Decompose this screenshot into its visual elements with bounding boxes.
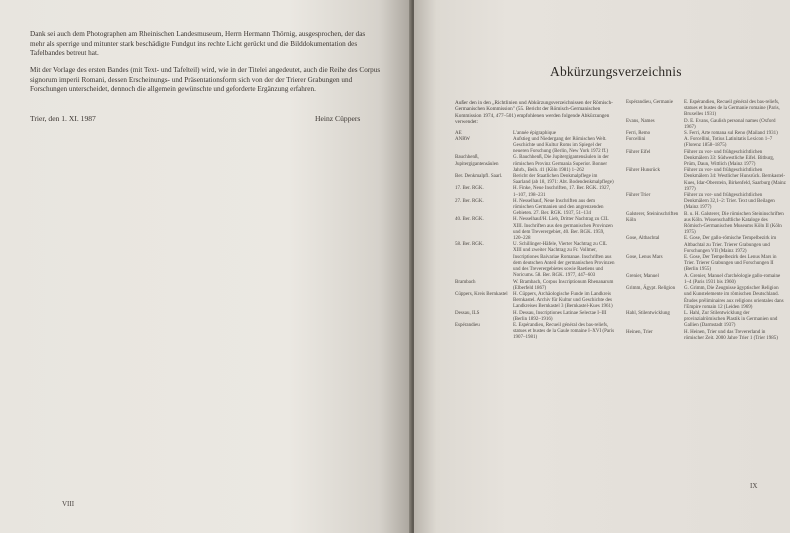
intro-text: Außer den in den „Richtlinien und Abkürzungsverzeichnissen der Römisch-Germanischen Kommission" (55. Bericht der Römisch-Germanischen Kommission 1974, 477–501) empfohlenen werden folgende Abkürzungen verwendet: xyxy=(455,100,613,126)
list-item: Grimm, Ägypt. Religion G. Grimm, Die Zeugnisse ägyptischer Religion und Kunstelemente im römischen Deutschland. Études préliminaires aux religions orientales dans l'Empire romain 12 (Leiden 1969) xyxy=(626,286,784,310)
list-item: Espérandieu E. Espérandieu, Recueil général des bas-reliefs, statues et bustes de la Gaule romaine I–XVI (Paris 1907–1981) xyxy=(455,322,615,341)
page-number-right: IX xyxy=(750,482,758,490)
list-item: 27. Ber. RGK. H. Nesselhauf, Neue Inschriften aus dem römischen Germanien und den angrenzenden Gebieten. 27. Ber. RGK. 1937, 51–134 xyxy=(455,198,604,217)
page-title: Abkürzungsverzeichnis xyxy=(550,64,682,79)
signature: Heinz Cüppers xyxy=(315,114,361,123)
list-item: Gose, Lenus Mars E. Gose, Der Tempelbezirk des Lenus Mars in Trier. Trierer Grabungen und Forschungen II (Berlin 1955) xyxy=(626,255,777,273)
list-item: Brambach W. Brambach, Corpus Inscriptionum Rhenanarum (Elberfeld 1867) xyxy=(455,279,614,291)
place-date: Trier, den 1. XI. 1987 xyxy=(30,114,96,123)
abbreviation-column-1 xyxy=(455,100,615,342)
list-item: Gose, Altbachtal E. Gose, Der gallo-römische Tempelbezirk im Altbachtal zu Trier. Trierer Grabungen und Forschungen VII (Mainz 1972) xyxy=(626,236,777,254)
list-item: Bauchhenß, Jupitergigantensäulen G. Bauchhenß, Die Jupitergigantensäulen in der römischen Provinz Germania Superior. Bonner Jahrb., Beih. 41 (Köln 1981) 1–262 xyxy=(455,155,609,173)
list-item: Heinen, Trier H. Heinen, Trier und das Trevererland in römischer Zeit. 2000 Jahre Trier 1 (Trier 1985) xyxy=(626,329,778,341)
right-page xyxy=(414,0,790,533)
list-item: Cüppers, Kreis Bernkastel H. Cüppers, Archäologische Funde im Landkreis Bernkastel. Archiv für Kultur und Geschichte des Landkreises Bernkastel 3 (Bernkastel-Kues 1961) xyxy=(455,291,613,310)
list-item: Grenier, Manuel A. Grenier, Manuel d'archéologie gallo-romaine 1–4 (Paris 1931 bis 1960) xyxy=(626,273,781,285)
list-item: Hahl, Stilentwicklung L. Hahl, Zur Stilentwicklung der provinzialrömischen Plastik in Germanien und Gallien (Darmstadt 1937) xyxy=(626,310,778,329)
list-item: Ferri, Remo S. Ferri, Arte romana sul Reno (Mailand 1931) xyxy=(626,131,778,137)
list-item: AE L'année épigraphique xyxy=(455,130,556,136)
list-item: Evans, Names D. E. Evans, Gaulish personal names (Oxford 1967) xyxy=(626,118,776,130)
list-item: 17. Ber. RGK. H. Finke, Neue Inschriften, 17. Ber. RGK. 1927, 1–107, 198–231 xyxy=(455,186,611,198)
list-item: Ber. Denkmalpfl. Saarl. Bericht der Staatlichen Denkmalpflege im Saarland (ab 18, 1971: Abt. Bodendenkmalpflege) xyxy=(455,174,614,186)
list-item: Dessau, ILS H. Dessau, Inscriptiones Latinae Selectae I–III (Berlin 1892–1916) xyxy=(455,310,607,322)
list-item: Espérandieu, Germanie E. Espérandieu, Recueil général des bas-reliefs, statues et bustes de la Germanie romaine (Paris, Bruxelles 1931) xyxy=(626,100,780,118)
list-item: Führer Hunsrück Führer zu vor- und frühgeschichtlichen Denkmälern 34: Westlicher Hunsrück. Bernkastel-Kues, Idar-Oberstein, Birkenfeld, Saarburg (Mainz 1977) xyxy=(626,168,786,192)
list-item: Führer Eifel Führer zu vor- und frühgeschichtlichen Denkmälern 33: Südwestliche Eifel. Bitburg, Prüm, Daun, Wittlich (Mainz 1977) xyxy=(626,149,775,168)
list-item: 40. Ber. RGK. H. Nesselhauf/H. Lieb, Dritter Nachtrag zu CIL XIII. Inschriften aus den germanischen Provinzen und dem Treverergebiet, 40. Ber. RGK. 1959, 120–228 xyxy=(455,217,613,242)
foreword-paragraph: Mit der Vorlage des ersten Bandes (mit Text- und Tafelteil) wird, wie in der Titelei angedeutet, auch die Reihe des Corpus signorum imperii Romani, dessen Erscheinungs- und Präsentationsform sich von der der Trierer Grabungen und Forschungen unterscheidet, dennoch die allgemein gewünschte und geforderte Ergänzung erfahren. xyxy=(30,66,381,94)
list-item: ANRW Aufstieg und Niedergang der Römischen Welt. Geschichte und Kultur Roms im Spiegel der neueren Forschung (Berlin, New York 1972 ff.) xyxy=(455,136,609,155)
acknowledgement-paragraph: Dank sei auch dem Photographen am Rheinischen Landesmuseum, Herrn Hermann Thörnig, ausgesprochen, der das mehr als sperrige und mitunter stark beschädigte Fundgut ins rechte Licht gerückt und die Bilddokumentation des Tafelbandes betreut hat. xyxy=(30,30,366,58)
list-item: 58. Ber. RGK. U. Schillinger-Häfele, Vierter Nachtrag zu CIL XIII und zweiter Nachtrag zu Fr. Vollmer, Inscriptiones Baivariae Romanae. Inschriften aus dem deutschen Anteil der germanischen Provinzen und des Treverergebietes sowie Raetiens und Noricums. 58. Ber. RGK. 1977, 447–603 xyxy=(455,242,615,279)
list-item: Galsterer, Steininschriften Köln B. u. H. Galsterer, Die römischen Steininschriften aus Köln. Wissenschaftliche Kataloge des Römisch-Germanischen Museums Köln II (Köln 1975) xyxy=(626,211,784,236)
page-number-left: VIII xyxy=(62,500,75,508)
abbreviation-column-2 xyxy=(626,100,786,342)
list-item: Forcellini A. Forcellini, Totius Latinitatis Lexicon 1–7 (Florenz 1858–1875) xyxy=(626,137,773,149)
list-item: Führer Trier Führer zu vor- und frühgeschichtlichen Denkmälern 32,1–2: Trier. Text und Beilagen (Mainz 1977) xyxy=(626,193,775,211)
